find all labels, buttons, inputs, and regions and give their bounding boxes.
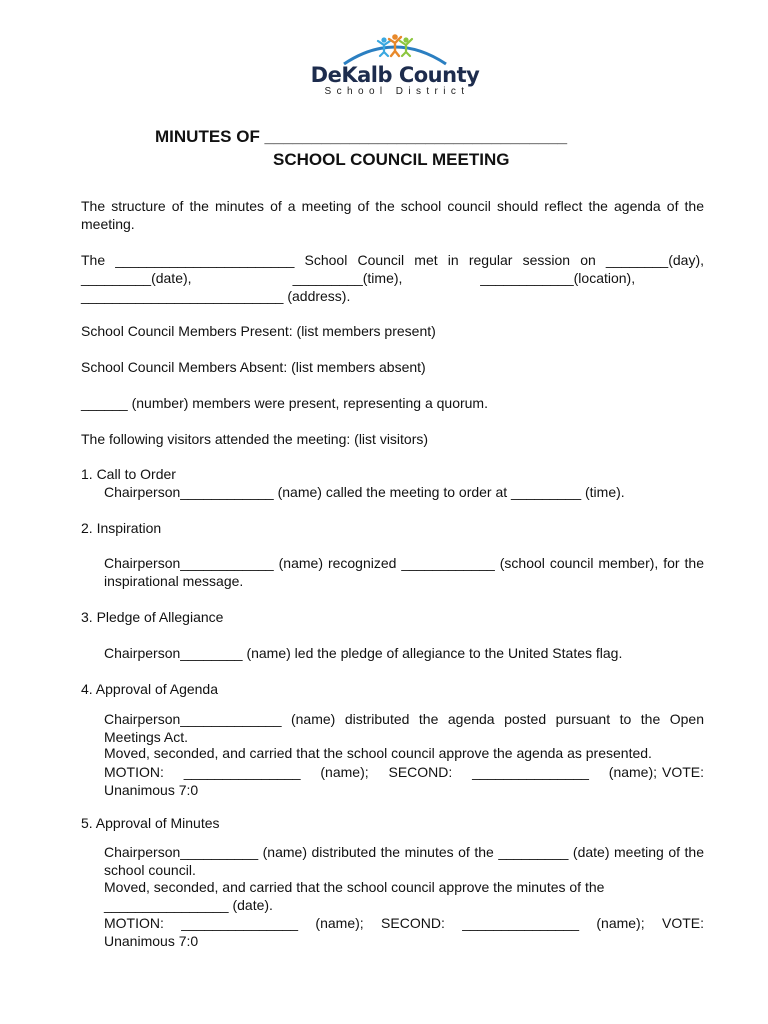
figure-blue-head [381, 37, 386, 42]
district-logo-icon [340, 32, 450, 66]
minutes-text-1: Chairperson__________ (name) distributed the minutes of the _________ (date) meeting of the school council. [104, 844, 704, 878]
pledge-text: Chairperson________ (name) led the pledge of allegiance to the United States flag. [104, 645, 623, 661]
heading-call-to-order: 1. Call to Order [81, 466, 176, 482]
call-to-order-text: Chairperson____________ (name) called the meeting to order at _________ (time). [104, 484, 625, 500]
minutes-motion: MOTION: _______________ (name); SECOND: _______________ (name); VOTE: Unanimous 7:0 [104, 915, 708, 949]
quorum-statement: ______ (number) members were present, representing a quorum. [81, 395, 488, 411]
session-line-1: The _______________________ School Council met in regular session on ________(day), [81, 252, 704, 268]
title-school-council-meeting: SCHOOL COUNCIL MEETING [273, 150, 510, 169]
members-present: School Council Members Present: (list members present) [81, 323, 436, 339]
logo-subtitle: School District [324, 86, 470, 97]
agenda-motion: MOTION: _______________ (name); SECOND: _______________ (name); VOTE: Unanimous 7:0 [104, 764, 708, 798]
logo-name: DeKalb County [310, 63, 480, 87]
agenda-text-2: Moved, seconded, and carried that the school council approve the agenda as presented. [104, 745, 652, 761]
intro-paragraph: The structure of the minutes of a meeting of the school council should reflect the agenda of the meeting. [81, 198, 704, 232]
heading-approval-of-minutes: 5. Approval of Minutes [81, 815, 220, 831]
session-line-2: _________(date), _________(time), ____________(location), [81, 270, 636, 286]
members-absent: School Council Members Absent: (list members absent) [81, 359, 426, 375]
inspiration-text: Chairperson____________ (name) recognized ____________ (school council member), for the inspirational message. [104, 555, 704, 589]
heading-approval-of-agenda: 4. Approval of Agenda [81, 681, 218, 697]
title-minutes-of: MINUTES OF ________________________________ [155, 127, 568, 146]
figure-orange-head [392, 34, 398, 40]
heading-inspiration: 2. Inspiration [81, 520, 162, 536]
minutes-text-2: Moved, seconded, and carried that the school council approve the minutes of the [104, 879, 605, 895]
minutes-text-3: ________________ (date). [104, 897, 273, 913]
agenda-text-1: Chairperson_____________ (name) distributed the agenda posted pursuant to the Open Meetings Act. [104, 711, 704, 745]
visitors-statement: The following visitors attended the meeting: (list visitors) [81, 431, 429, 447]
session-line-3: __________________________ (address). [81, 288, 351, 304]
district-logo [300, 32, 490, 104]
heading-pledge: 3. Pledge of Allegiance [81, 609, 224, 625]
